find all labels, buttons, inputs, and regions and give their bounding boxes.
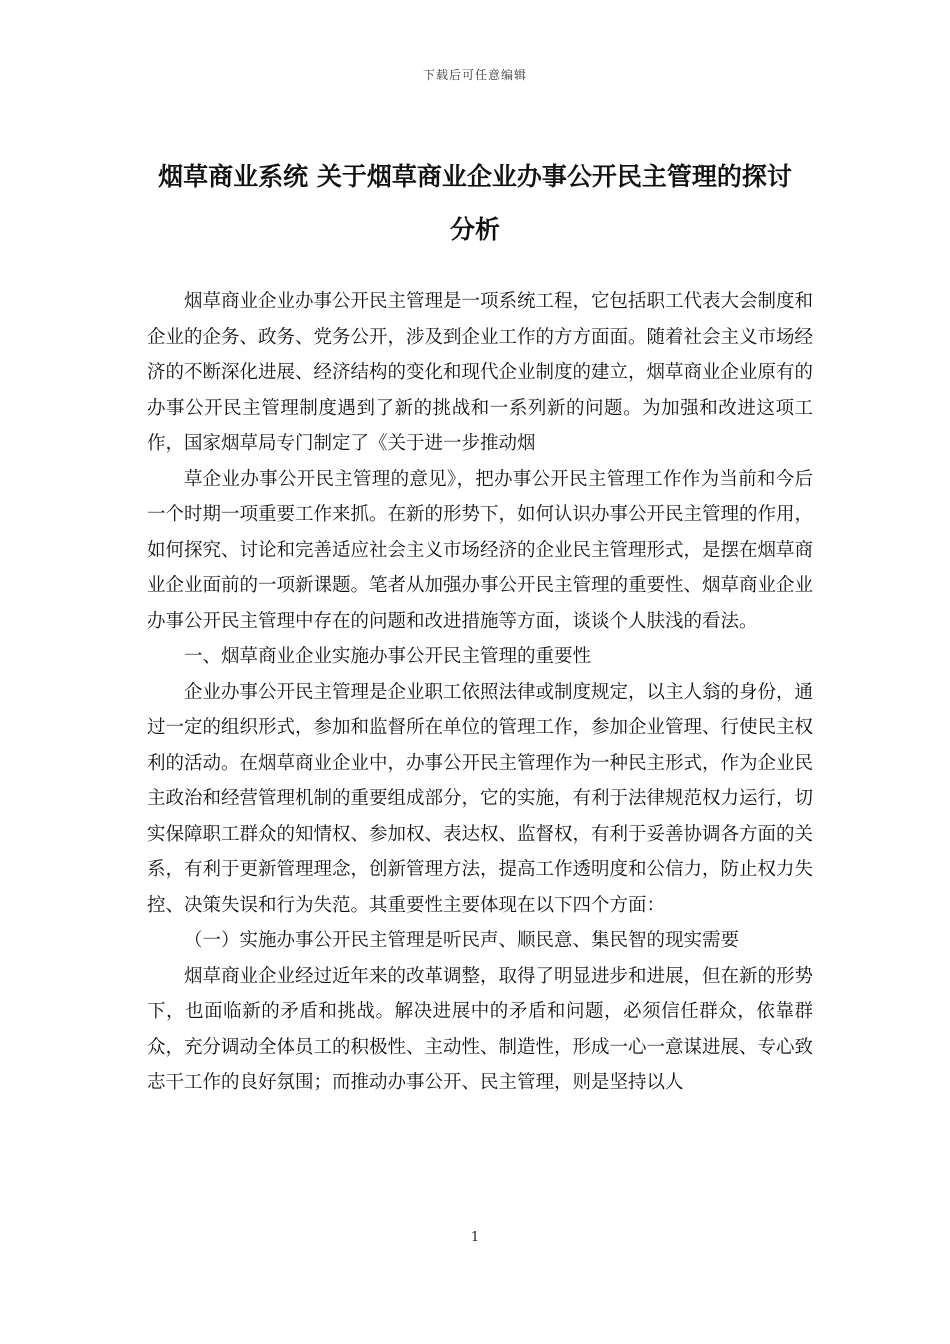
document-body <box>147 284 813 1101</box>
section-heading-1: 一、烟草商业企业实施办事公开民主管理的重要性 <box>184 646 592 667</box>
subsection-heading-1: （一）实施办事公开民主管理是听民声、顺民意、集民智的现实需要 <box>184 930 740 951</box>
title-line-2: 分析 <box>449 215 500 244</box>
paragraph-subsection-1: 烟草商业企业经过近年来的改革调整，取得了明显进步和进展，但在新的形势下，也面临新的矛盾和挑战。解决进展中的矛盾和问题，必须信任群众，依靠群众，充分调动全体员工的积极性、主动性、制造性，形成一心一意谋进展、专心致志干工作的良好氛围；而推动办事公开、民主管理，则是坚持以人 <box>147 965 814 1093</box>
paragraph-continued: 草企业办事公开民主管理的意见》，把办事公开民主管理工作作为当前和今后一个时期一项重要工作来抓。在新的形势下，如何认识办事公开民主管理的作用，如何探究、讨论和完善适应社会主义市场经济的企业民主管理形式，是摆在烟草商业企业面前的一项新课题。笔者从加强办事公开民主管理的重要性、烟草商业企业办事公开民主管理中存在的问题和改进措施等方面，谈谈个人肤浅的看法。 <box>147 468 814 632</box>
paragraph-intro: 烟草商业企业办事公开民主管理是一项系统工程，它包括职工代表大会制度和企业的企务、政务、党务公开，涉及到企业工作的方方面面。随着社会主义市场经济的不断深化进展、经济结构的变化和现代企业制度的建立，烟草商业企业原有的办事公开民主管理制度遇到了新的挑战和一系列新的问题。为加强和改进这项工作，国家烟草局专门制定了《关于进一步推动烟 <box>147 291 814 454</box>
title-line-1: 烟草商业系统 关于烟草商业企业办事公开民主管理的探讨 <box>158 162 792 191</box>
header-note: 下载后可任意编辑 <box>422 68 527 82</box>
page-number: 1 <box>470 1230 480 1245</box>
document-title <box>130 150 820 256</box>
paragraph-section-1: 企业办事公开民主管理是企业职工依照法律或制度规定，以主人翁的身份，通过一定的组织形式，参加和监督所在单位的管理工作，参加企业管理、行使民主权利的活动。在烟草商业企业中，办事公开民主管理作为一种民主形式，作为企业民主政治和经营管理机制的重要组成部分，它的实施，有利于法律规范权力运行，切实保障职工群众的知情权、参加权、表达权、监督权，有利于妥善协调各方面的关系，有利于更新管理理念，创新管理方法，提高工作透明度和公信力，防止权力失控、决策失误和行为失范。其重要性主要体现在以下四个方面： <box>147 681 814 916</box>
